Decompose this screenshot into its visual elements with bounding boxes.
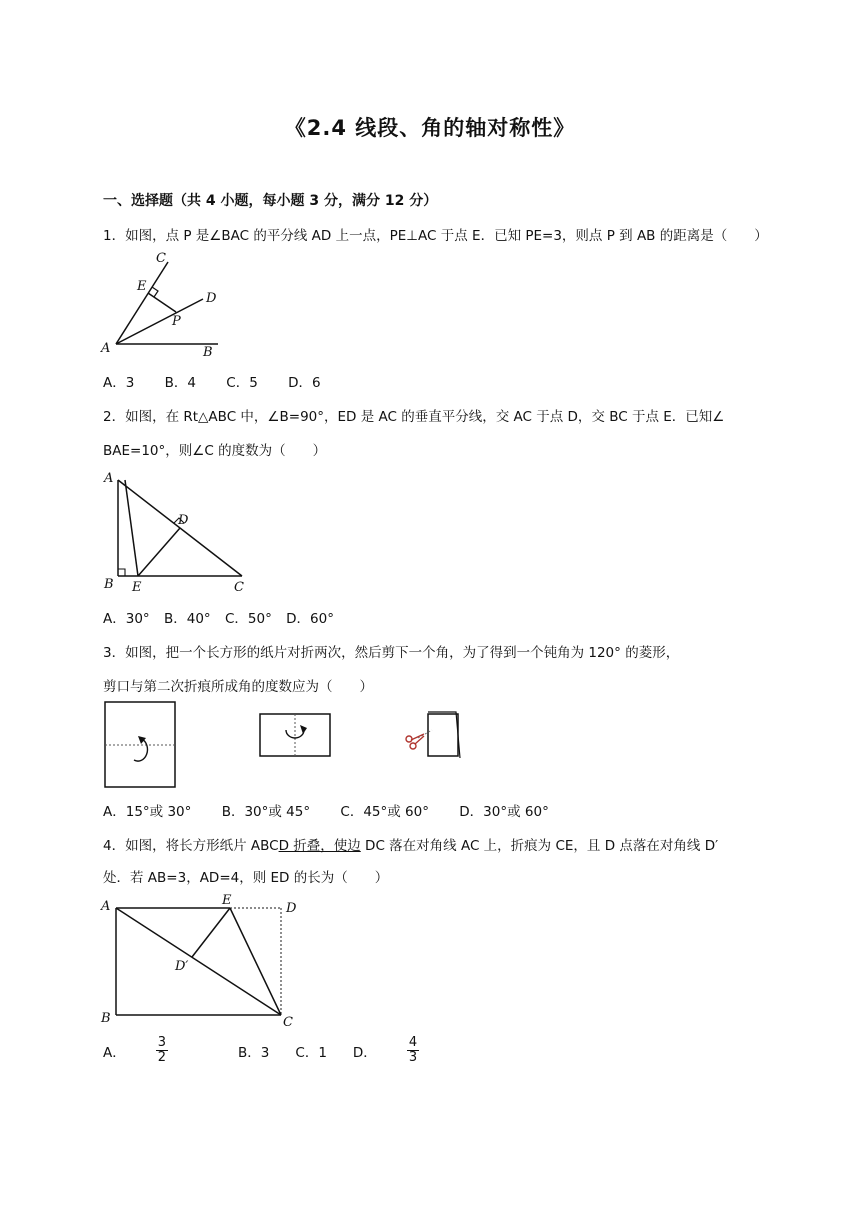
q1-option-b[interactable]: B．4 — [164, 375, 196, 391]
question-2-options — [103, 607, 360, 627]
q4-label-d-prime: D′ — [175, 959, 189, 974]
question-3-text-line-1: 3．如图，把一个长方形的纸片对折两次，然后剪下一个角，为了得到一个钝角为 120° 的菱形， — [103, 645, 680, 661]
q1-label-d: D — [206, 291, 217, 306]
q2-option-d[interactable]: D．60° — [286, 611, 334, 627]
q4-option-a-fraction — [156, 1036, 194, 1065]
q2-label-c: C — [234, 580, 244, 594]
fold-step-1-diagram — [105, 702, 175, 787]
q4-line1-part-b: DC 落在对角线 AC 上，折痕为 CE，且 D 点落在对角线 D′ — [360, 838, 719, 854]
q4-line1-part-a: 4．如图，将长方形纸片 ABC — [103, 838, 279, 854]
q4-option-a[interactable] — [103, 1036, 220, 1065]
q3-option-b[interactable]: B．30°或 45° — [221, 804, 311, 820]
q1-label-e: E — [137, 279, 147, 294]
scissors-icon — [406, 734, 424, 749]
question-3-text-line-2: 剪口与第二次折痕所成角的度数应为（ ） — [103, 679, 373, 695]
q1-label-a: A — [101, 341, 111, 356]
q1-label-c: C — [156, 251, 166, 266]
fold-step-2-diagram — [260, 714, 330, 756]
q4-option-d-letter: D． — [352, 1044, 377, 1061]
q4-line1-underlined: D 折叠，使边 — [278, 838, 361, 854]
q2-label-d: D — [178, 513, 189, 528]
q4-option-b[interactable]: B．3 — [238, 1044, 270, 1061]
q4-label-a: A — [101, 899, 111, 914]
question-2-text-line-1: 2．如图，在 Rt△ABC 中，∠B=90°，ED 是 AC 的垂直平分线，交 AC 于点 D，交 BC 于点 E．已知∠ — [103, 409, 725, 425]
q1-label-b: B — [203, 345, 213, 360]
question-4-options — [103, 1036, 497, 1065]
page-title: 《2.4 线段、角的轴对称性》 — [284, 116, 576, 140]
q3-option-d[interactable]: D．30°或 60° — [459, 804, 549, 820]
fold-step-3-diagram — [406, 712, 460, 758]
q1-label-p: P — [172, 314, 181, 329]
q4-option-a-denominator: 2 — [157, 1050, 167, 1065]
q2-option-c[interactable]: C．50° — [224, 611, 272, 627]
question-4-text-line-2: 处．若 AB=3，AD=4，则 ED 的长为（ ） — [103, 870, 389, 886]
q2-label-a: A — [104, 471, 114, 486]
question-2-text-line-2: BAE=10°，则∠C 的度数为（ ） — [103, 443, 327, 459]
q4-label-c: C — [283, 1015, 293, 1030]
q4-option-a-letter: A． — [103, 1044, 126, 1061]
q1-option-d[interactable]: D．6 — [288, 375, 321, 391]
question-1-text: 1．如图，点 P 是∠BAC 的平分线 AD 上一点，PE⊥AC 于点 E．已知 PE=3，则点 P 到 AB 的距离是（ ） — [103, 228, 768, 244]
q4-label-d: D — [286, 901, 297, 916]
question-1-options — [103, 371, 347, 391]
q4-option-c[interactable]: C．1 — [295, 1044, 327, 1061]
q3-option-a[interactable]: A．15°或 30° — [103, 804, 192, 820]
q4-option-d-numerator: 4 — [408, 1035, 418, 1050]
question-4-text-line-1 — [103, 834, 718, 854]
question-3-options — [103, 800, 575, 820]
q2-label-b: B — [104, 577, 114, 592]
question-1-figure — [100, 250, 225, 360]
question-4-figure — [100, 892, 312, 1030]
q4-option-d[interactable] — [353, 1036, 471, 1065]
section-heading: 一、选择题（共 4 小题，每小题 3 分，满分 12 分） — [103, 193, 438, 209]
question-2-figure — [100, 466, 250, 594]
q4-label-b: B — [101, 1011, 111, 1026]
q1-option-c[interactable]: C．5 — [226, 375, 258, 391]
q3-option-c[interactable]: C．45°或 60° — [340, 804, 429, 820]
q4-label-e: E — [222, 893, 232, 908]
q4-option-a-numerator: 3 — [157, 1035, 167, 1050]
q2-option-b[interactable]: B．40° — [163, 611, 211, 627]
q2-label-e: E — [132, 580, 142, 594]
q4-option-d-denominator: 3 — [408, 1050, 418, 1065]
q2-option-a[interactable]: A．30° — [103, 611, 150, 627]
q4-option-d-fraction — [407, 1036, 445, 1065]
q1-option-a[interactable]: A．3 — [103, 375, 135, 391]
question-3-figure — [100, 698, 480, 793]
